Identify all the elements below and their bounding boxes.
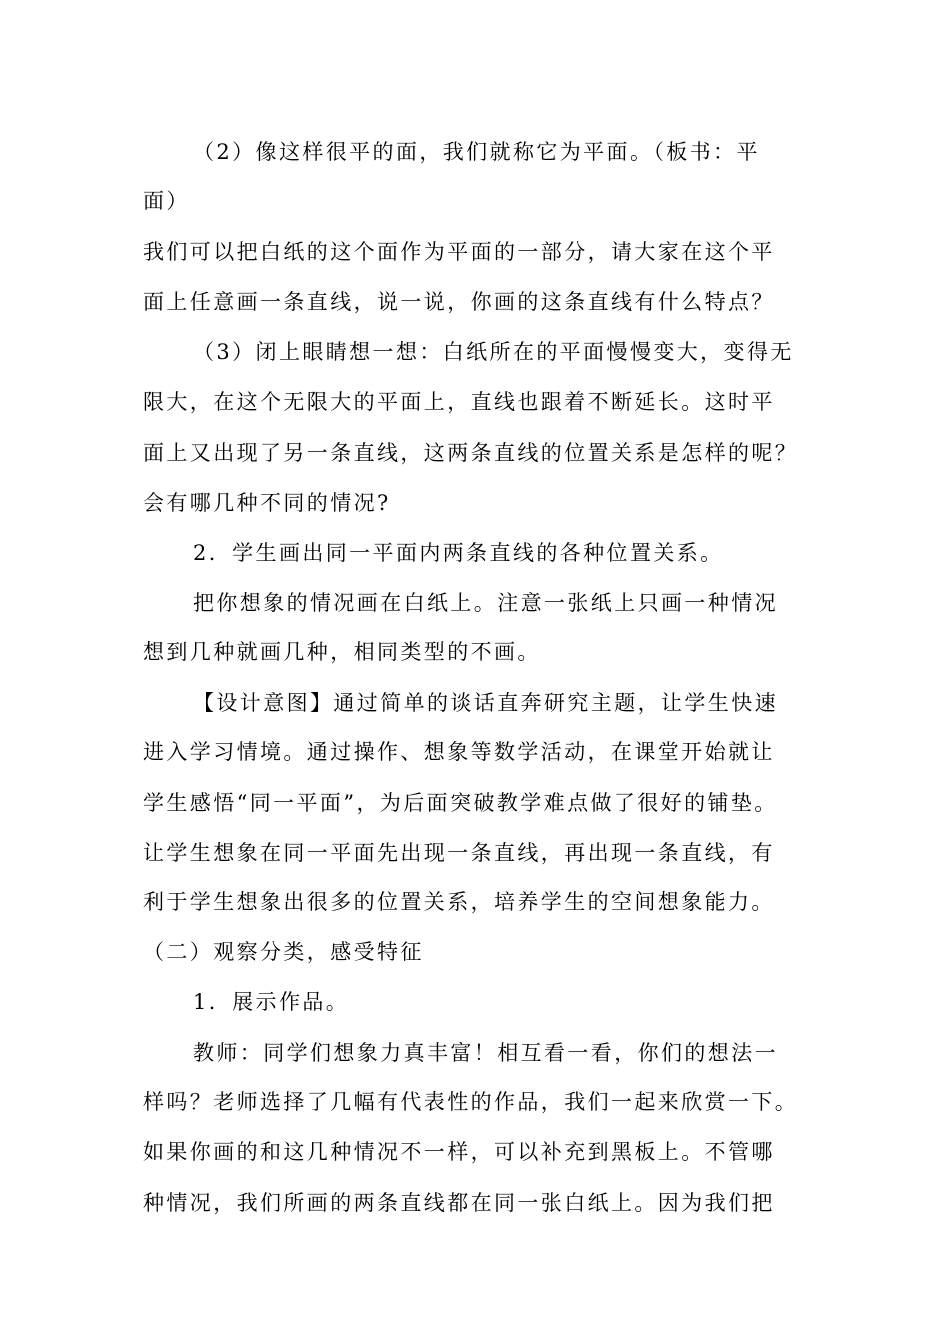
text-line: （3）闭上眼睛想一想：白纸所在的平面慢慢变大，变得无 (193, 340, 794, 364)
text-line: 面上又出现了另一条直线，这两条直线的位置关系是怎样的呢？ (143, 441, 799, 465)
text-line: 如果你画的和这几种情况不一样，可以补充到黑板上。不管哪 (143, 1140, 775, 1164)
text-line: 面上任意画一条直线，说一说，你画的这条直线有什么特点？ (143, 290, 775, 314)
text-line: 利于学生想象出很多的位置关系，培养学生的空间想象能力。 (143, 890, 775, 914)
text-line: 1．展示作品。 (193, 990, 350, 1014)
text-line: 面） (143, 189, 190, 213)
text-line: 种情况，我们所画的两条直线都在同一张白纸上。因为我们把 (143, 1191, 775, 1215)
text-line: 会有哪几种不同的情况? (143, 491, 391, 515)
text-line: 2．学生画出同一平面内两条直线的各种位置关系。 (193, 541, 724, 565)
text-line: 我们可以把白纸的这个面作为平面的一部分，请大家在这个平 (143, 240, 775, 264)
text-line: 样吗？老师选择了几幅有代表性的作品，我们一起来欣赏一下。 (143, 1090, 799, 1114)
text-line: 限大，在这个无限大的平面上，直线也跟着不断延长。这时平 (143, 390, 775, 414)
section-heading: （二）观察分类，感受特征 (143, 940, 424, 964)
text-line: 进入学习情境。通过操作、想象等数学活动，在课堂开始就让 (143, 740, 775, 764)
text-line: 想到几种就画几种，相同类型的不画。 (143, 640, 541, 664)
text-line: （2）像这样很平的面，我们就称它为平面。（板书：平 (193, 140, 760, 164)
text-line: 教师：同学们想象力真丰富！相互看一看，你们的想法一 (193, 1041, 778, 1065)
text-line: 学生感悟“同一平面”，为后面突破教学难点做了很好的铺垫。 (143, 791, 778, 815)
text-line: 把你想象的情况画在白纸上。注意一张纸上只画一种情况 (193, 591, 778, 615)
text-line: 【设计意图】通过简单的谈话直奔研究主题，让学生快速 (193, 691, 778, 715)
text-line: 让学生想象在同一平面先出现一条直线，再出现一条直线，有 (143, 841, 775, 865)
